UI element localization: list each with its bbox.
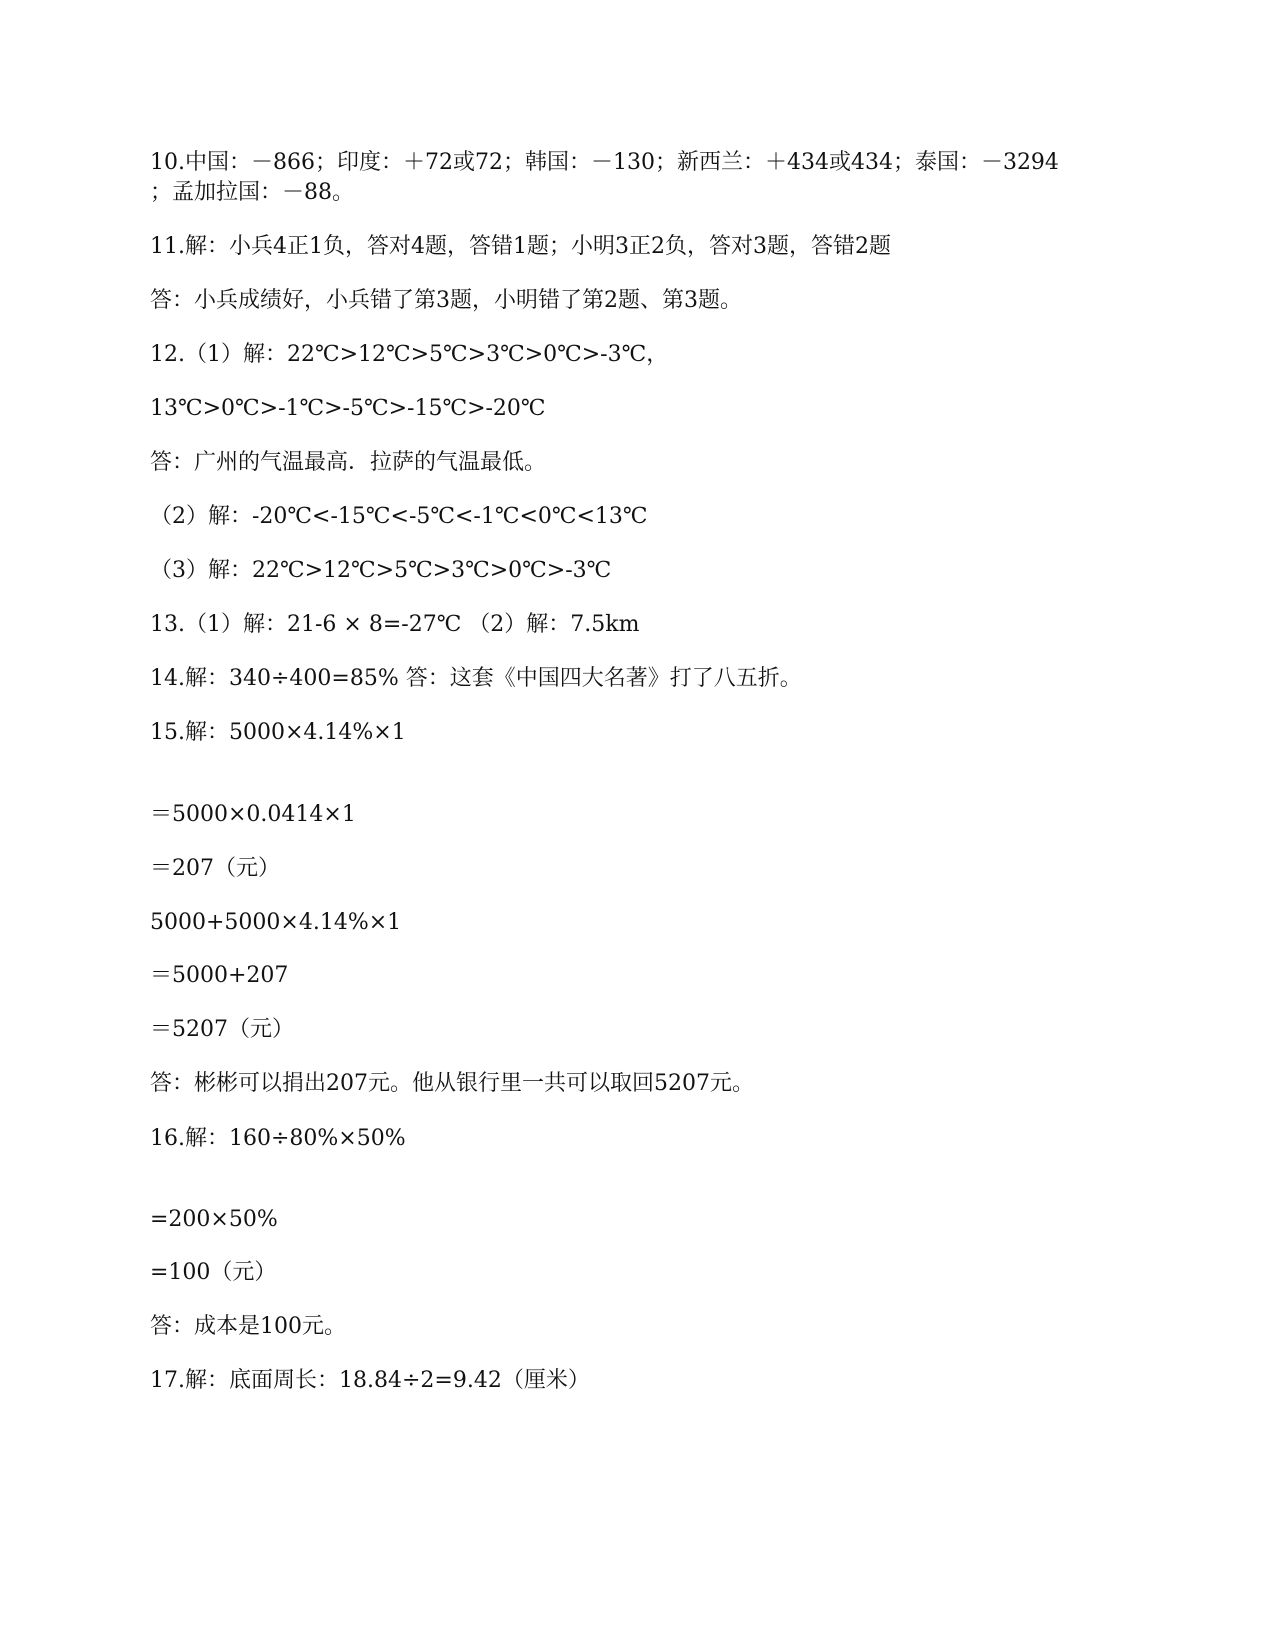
answer-17-solution: 17.解：底面周长：18.84÷2=9.42（厘米） — [150, 1368, 590, 1393]
answer-15-answer: 答：彬彬可以捐出207元。他从银行里一共可以取回5207元。 — [150, 1071, 754, 1096]
answer-12-part1-answer: 答：广州的气温最高．拉萨的气温最低。 — [150, 450, 547, 475]
answer-12-part1-line-1: 12.（1）解：22℃>12℃>5℃>3℃>0℃>-3℃， — [150, 342, 669, 367]
answer-13: 13.（1）解：21-6 × 8=-27℃ （2）解：7.5km — [150, 612, 640, 637]
answer-16-solution: 16.解：160÷80%×50% — [150, 1126, 406, 1151]
answer-16-step-1: =200×50% — [150, 1207, 278, 1232]
answer-12-part1-line-2: 13℃>0℃>-1℃>-5℃>-15℃>-20℃ — [150, 396, 546, 421]
answer-15-step-5: ＝5207（元） — [150, 1017, 294, 1042]
answer-16-step-2: =100（元） — [150, 1260, 277, 1285]
answer-15-step-3: 5000+5000×4.14%×1 — [150, 910, 402, 935]
answer-15-step-1: ＝5000×0.0414×1 — [150, 802, 356, 827]
answer-15-step-4: ＝5000+207 — [150, 963, 289, 988]
answer-12-part3: （3）解：22℃>12℃>5℃>3℃>0℃>-3℃ — [150, 558, 612, 583]
answer-10-line-2: ；孟加拉国：－88。 — [150, 180, 354, 205]
answer-14: 14.解：340÷400=85% 答：这套《中国四大名著》打了八五折。 — [150, 666, 802, 691]
answer-15-solution: 15.解：5000×4.14%×1 — [150, 720, 406, 745]
answer-11-solution: 11.解：小兵4正1负，答对4题，答错1题；小明3正2负，答对3题，答错2题 — [150, 234, 891, 259]
answer-10-line-1: 10.中国：－866；印度：＋72或72；韩国：－130；新西兰：＋434或434；泰国：－3294 — [150, 150, 1059, 175]
answer-16-answer: 答：成本是100元。 — [150, 1314, 346, 1339]
answer-15-step-2: ＝207（元） — [150, 856, 280, 881]
answer-12-part2: （2）解：-20℃<-15℃<-5℃<-1℃<0℃<13℃ — [150, 504, 648, 529]
answer-11-answer: 答：小兵成绩好，小兵错了第3题，小明错了第2题、第3题。 — [150, 288, 742, 313]
